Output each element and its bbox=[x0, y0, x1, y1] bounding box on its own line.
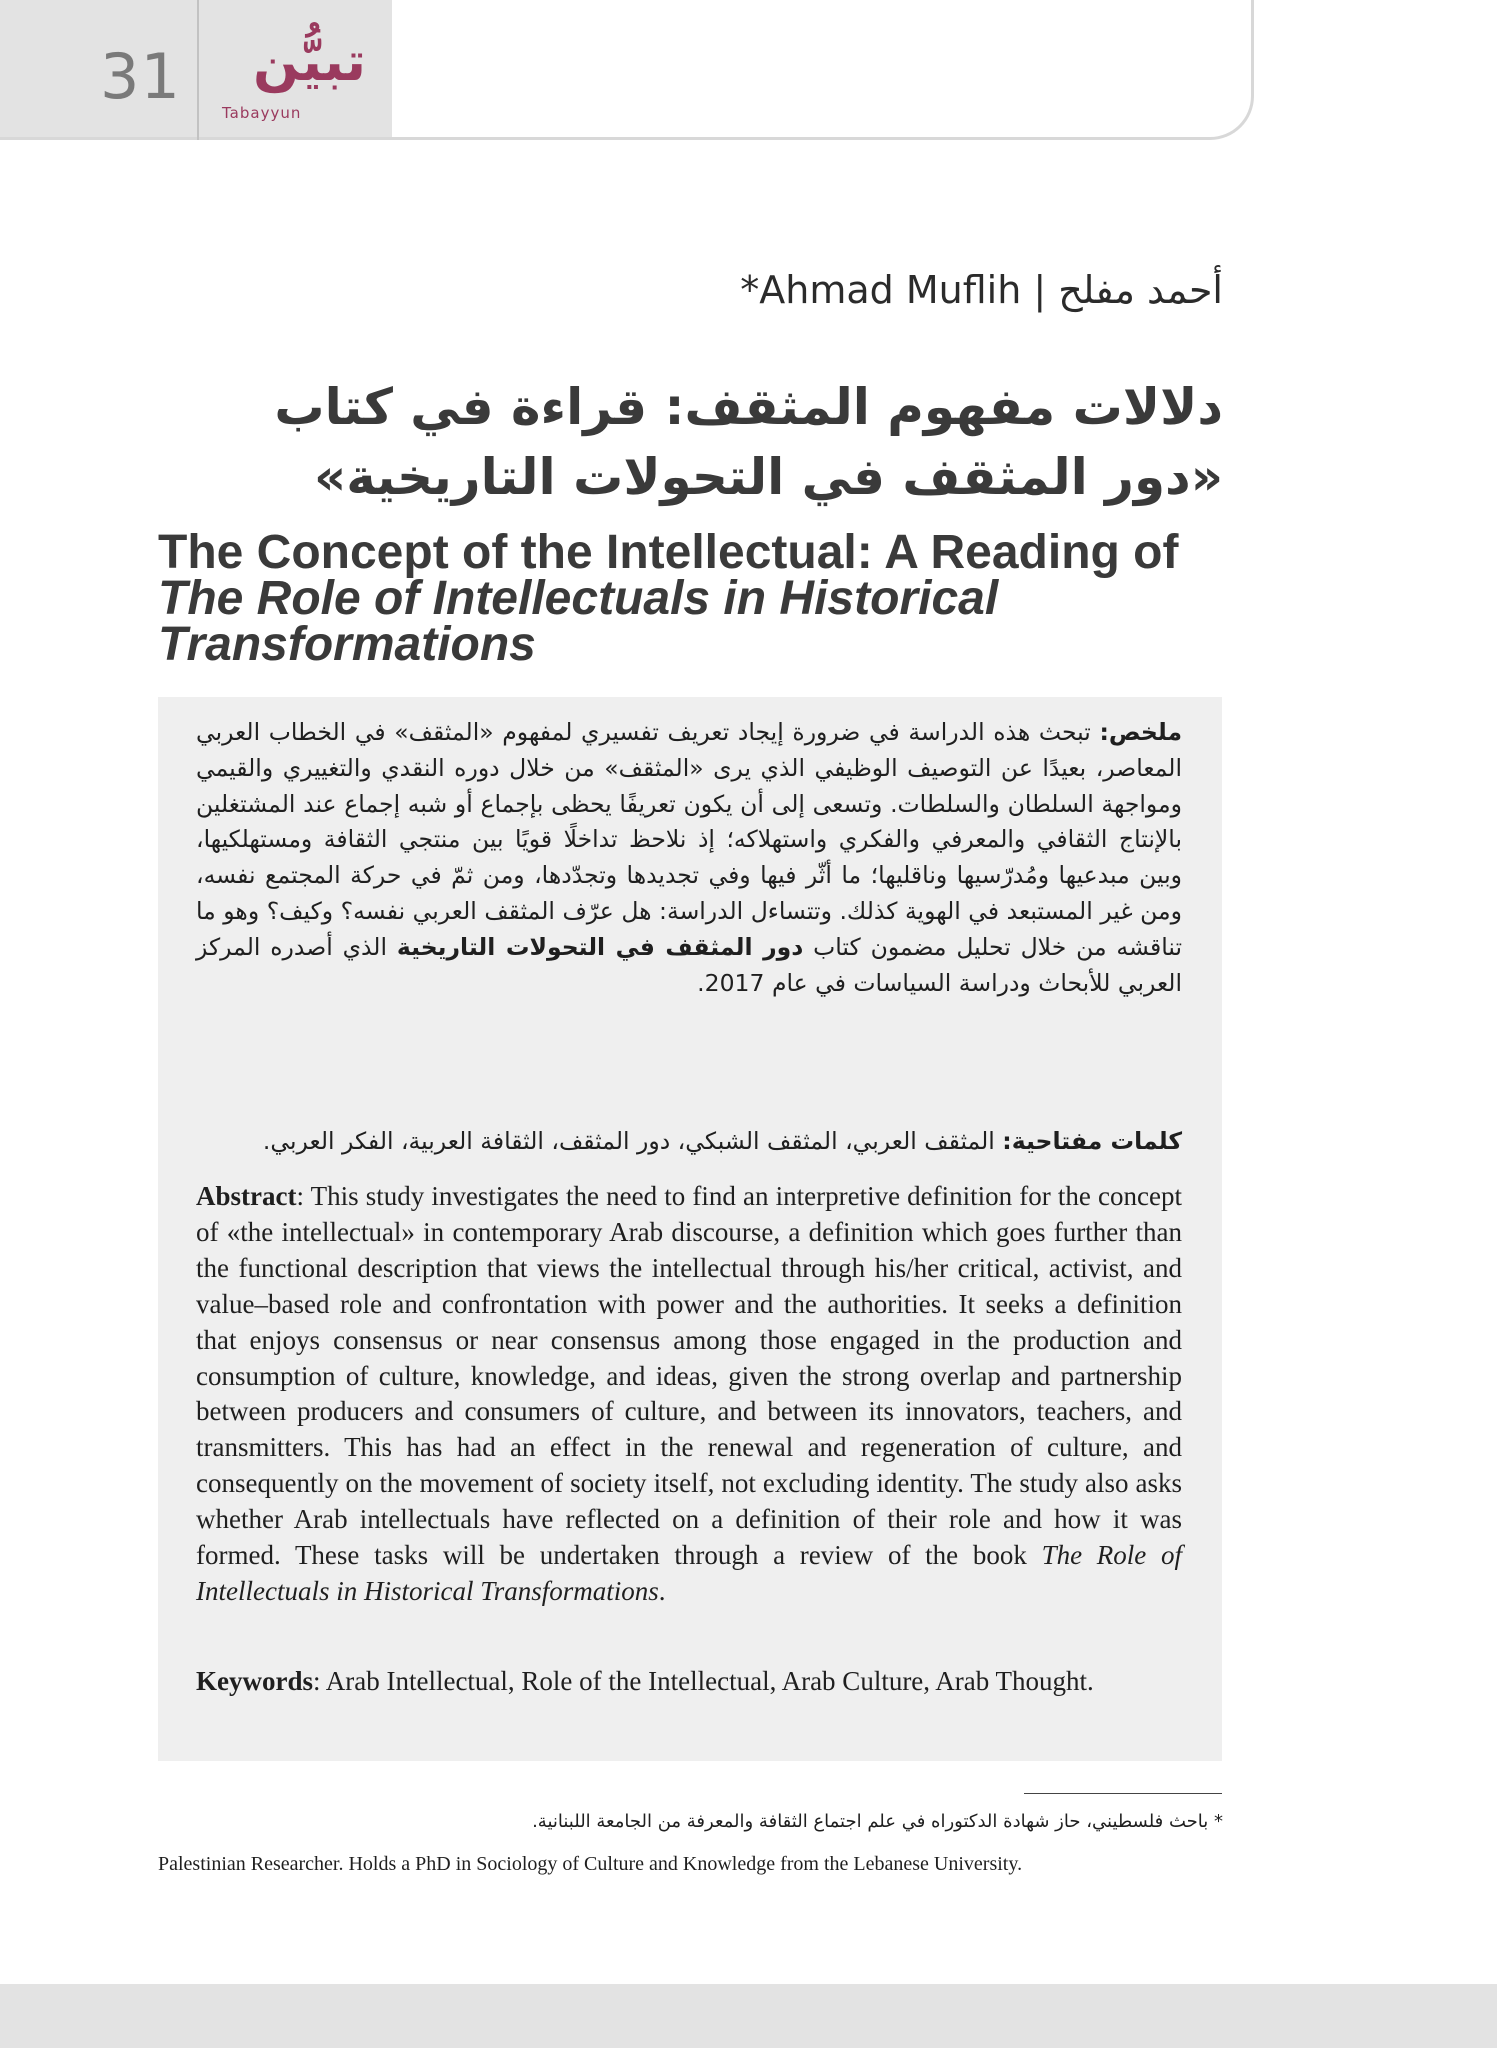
arabic-title-line-1: دلالات مفهوم المثقف: قراءة في كتاب bbox=[274, 378, 1223, 436]
author-line bbox=[740, 268, 1223, 312]
journal-logo bbox=[212, 30, 372, 130]
english-abstract bbox=[196, 1179, 1182, 1610]
english-keywords-label: Keywords bbox=[196, 1666, 313, 1696]
arabic-abstract-book-title: دور المثقف في التحولات التاريخية bbox=[396, 932, 804, 961]
english-abstract-text-end: . bbox=[658, 1575, 666, 1606]
header-divider bbox=[197, 0, 199, 140]
journal-logo-latin: Tabayyun bbox=[222, 104, 302, 122]
abstract-box bbox=[158, 697, 1222, 1761]
footnote-english: Palestinian Researcher. Holds a PhD in Sociology of Culture and Knowledge from the Lebanese University. bbox=[158, 1853, 1023, 1875]
english-title bbox=[158, 526, 1218, 671]
page-number: 31 bbox=[100, 40, 181, 113]
english-title-book: The Role of Intellectuals in Historical Transformations bbox=[158, 572, 999, 671]
arabic-abstract bbox=[196, 715, 1182, 1001]
author-latin: *Ahmad Muflih bbox=[740, 268, 1022, 312]
arabic-abstract-text-end: الذي أصدره المركز العربي للأبحاث ودراسة السياسات في عام 2017. bbox=[196, 932, 1182, 997]
footer-band bbox=[0, 1984, 1497, 2048]
english-keywords-text: : Arab Intellectual, Role of the Intellectual, Arab Culture, Arab Thought. bbox=[313, 1666, 1094, 1696]
author-separator: | bbox=[1021, 268, 1059, 312]
header-frame bbox=[0, 0, 1254, 140]
arabic-abstract-text: تبحث هذه الدراسة في ضرورة إيجاد تعريف تفسيري لمفهوم «المثقف» في الخطاب العربي المعاصر، بعيدًا عن التوصيف الوظيفي الذي يرى «المثقف» من خلال دوره النقدي والتغييري والقيمي ومواجهة السلطان والسلطات. وتسعى إلى أن يكون تعريفًا يحظى بإجماع أو شبه إجماع عند المشتغلين بالإنتاج الثقافي والمعرفي والفكري واستهلاكه؛ إذ نلاحظ تداخلًا قويًا بين منتجي الثقافة ومستهلكيها، وبين مبدعيها ومُدرّسيها وناقليها؛ ما أثّر فيها وفي تجديدها وتجدّدها، ومن ثمّ في حركة المجتمع نفسه، ومن غير المستبعد في الهوية كذلك. وتتساءل الدراسة: هل عرّف المثقف العربي نفسه؟ وكيف؟ وهو ما تناقشه من خلال تحليل مضمون كتاب bbox=[196, 718, 1182, 961]
english-abstract-label: Abstract bbox=[196, 1181, 297, 1211]
arabic-keywords bbox=[196, 1123, 1182, 1159]
arabic-title-line-2: «دور المثقف في التحولات التاريخية» bbox=[313, 448, 1223, 506]
footnote-arabic: * باحث فلسطيني، حاز شهادة الدكتوراه في علم اجتماع الثقافة والمعرفة من الجامعة اللبنانية. bbox=[532, 1811, 1223, 1832]
footnote-rule bbox=[1024, 1793, 1222, 1794]
arabic-keywords-label: كلمات مفتاحية: bbox=[1002, 1127, 1182, 1155]
english-abstract-text: : This study investigates the need to find an interpretive definition for the concept of «the intellectual» in contemporary Arab discourse, a definition which goes further than the functional description that views the intellectual through his/her critical, activist, and value–based role and confrontation with power and the authorities. It seeks a definition that enjoys consensus or near consensus among those engaged in the production and consumption of culture, knowledge, and ideas, given the strong overlap and partnership between producers and consumers of culture, and between its innovators, teachers, and transmitters. This has had an effect in the renewal and regeneration of culture, and consequently on the movement of society itself, not excluding identity. The study also asks whether Arab intellectuals have reflected on a definition of their role and how it was formed. These tasks will be undertaken through a review of the book bbox=[196, 1181, 1182, 1571]
english-abstract-book-title: The Role of Intellectuals in Historical Transformations bbox=[196, 1540, 1182, 1606]
english-keywords bbox=[196, 1663, 1182, 1699]
arabic-abstract-label: ملخص: bbox=[1099, 718, 1182, 746]
arabic-keywords-text: المثقف العربي، المثقف الشبكي، دور المثقف، الثقافة العربية، الفكر العربي. bbox=[262, 1127, 1003, 1155]
arabic-title bbox=[123, 372, 1223, 512]
english-title-main: The Concept of the Intellectual: A Reading of bbox=[158, 526, 1179, 579]
author-arabic: أحمد مفلح bbox=[1058, 268, 1223, 312]
journal-logo-arabic: تبيُّن bbox=[253, 30, 366, 93]
